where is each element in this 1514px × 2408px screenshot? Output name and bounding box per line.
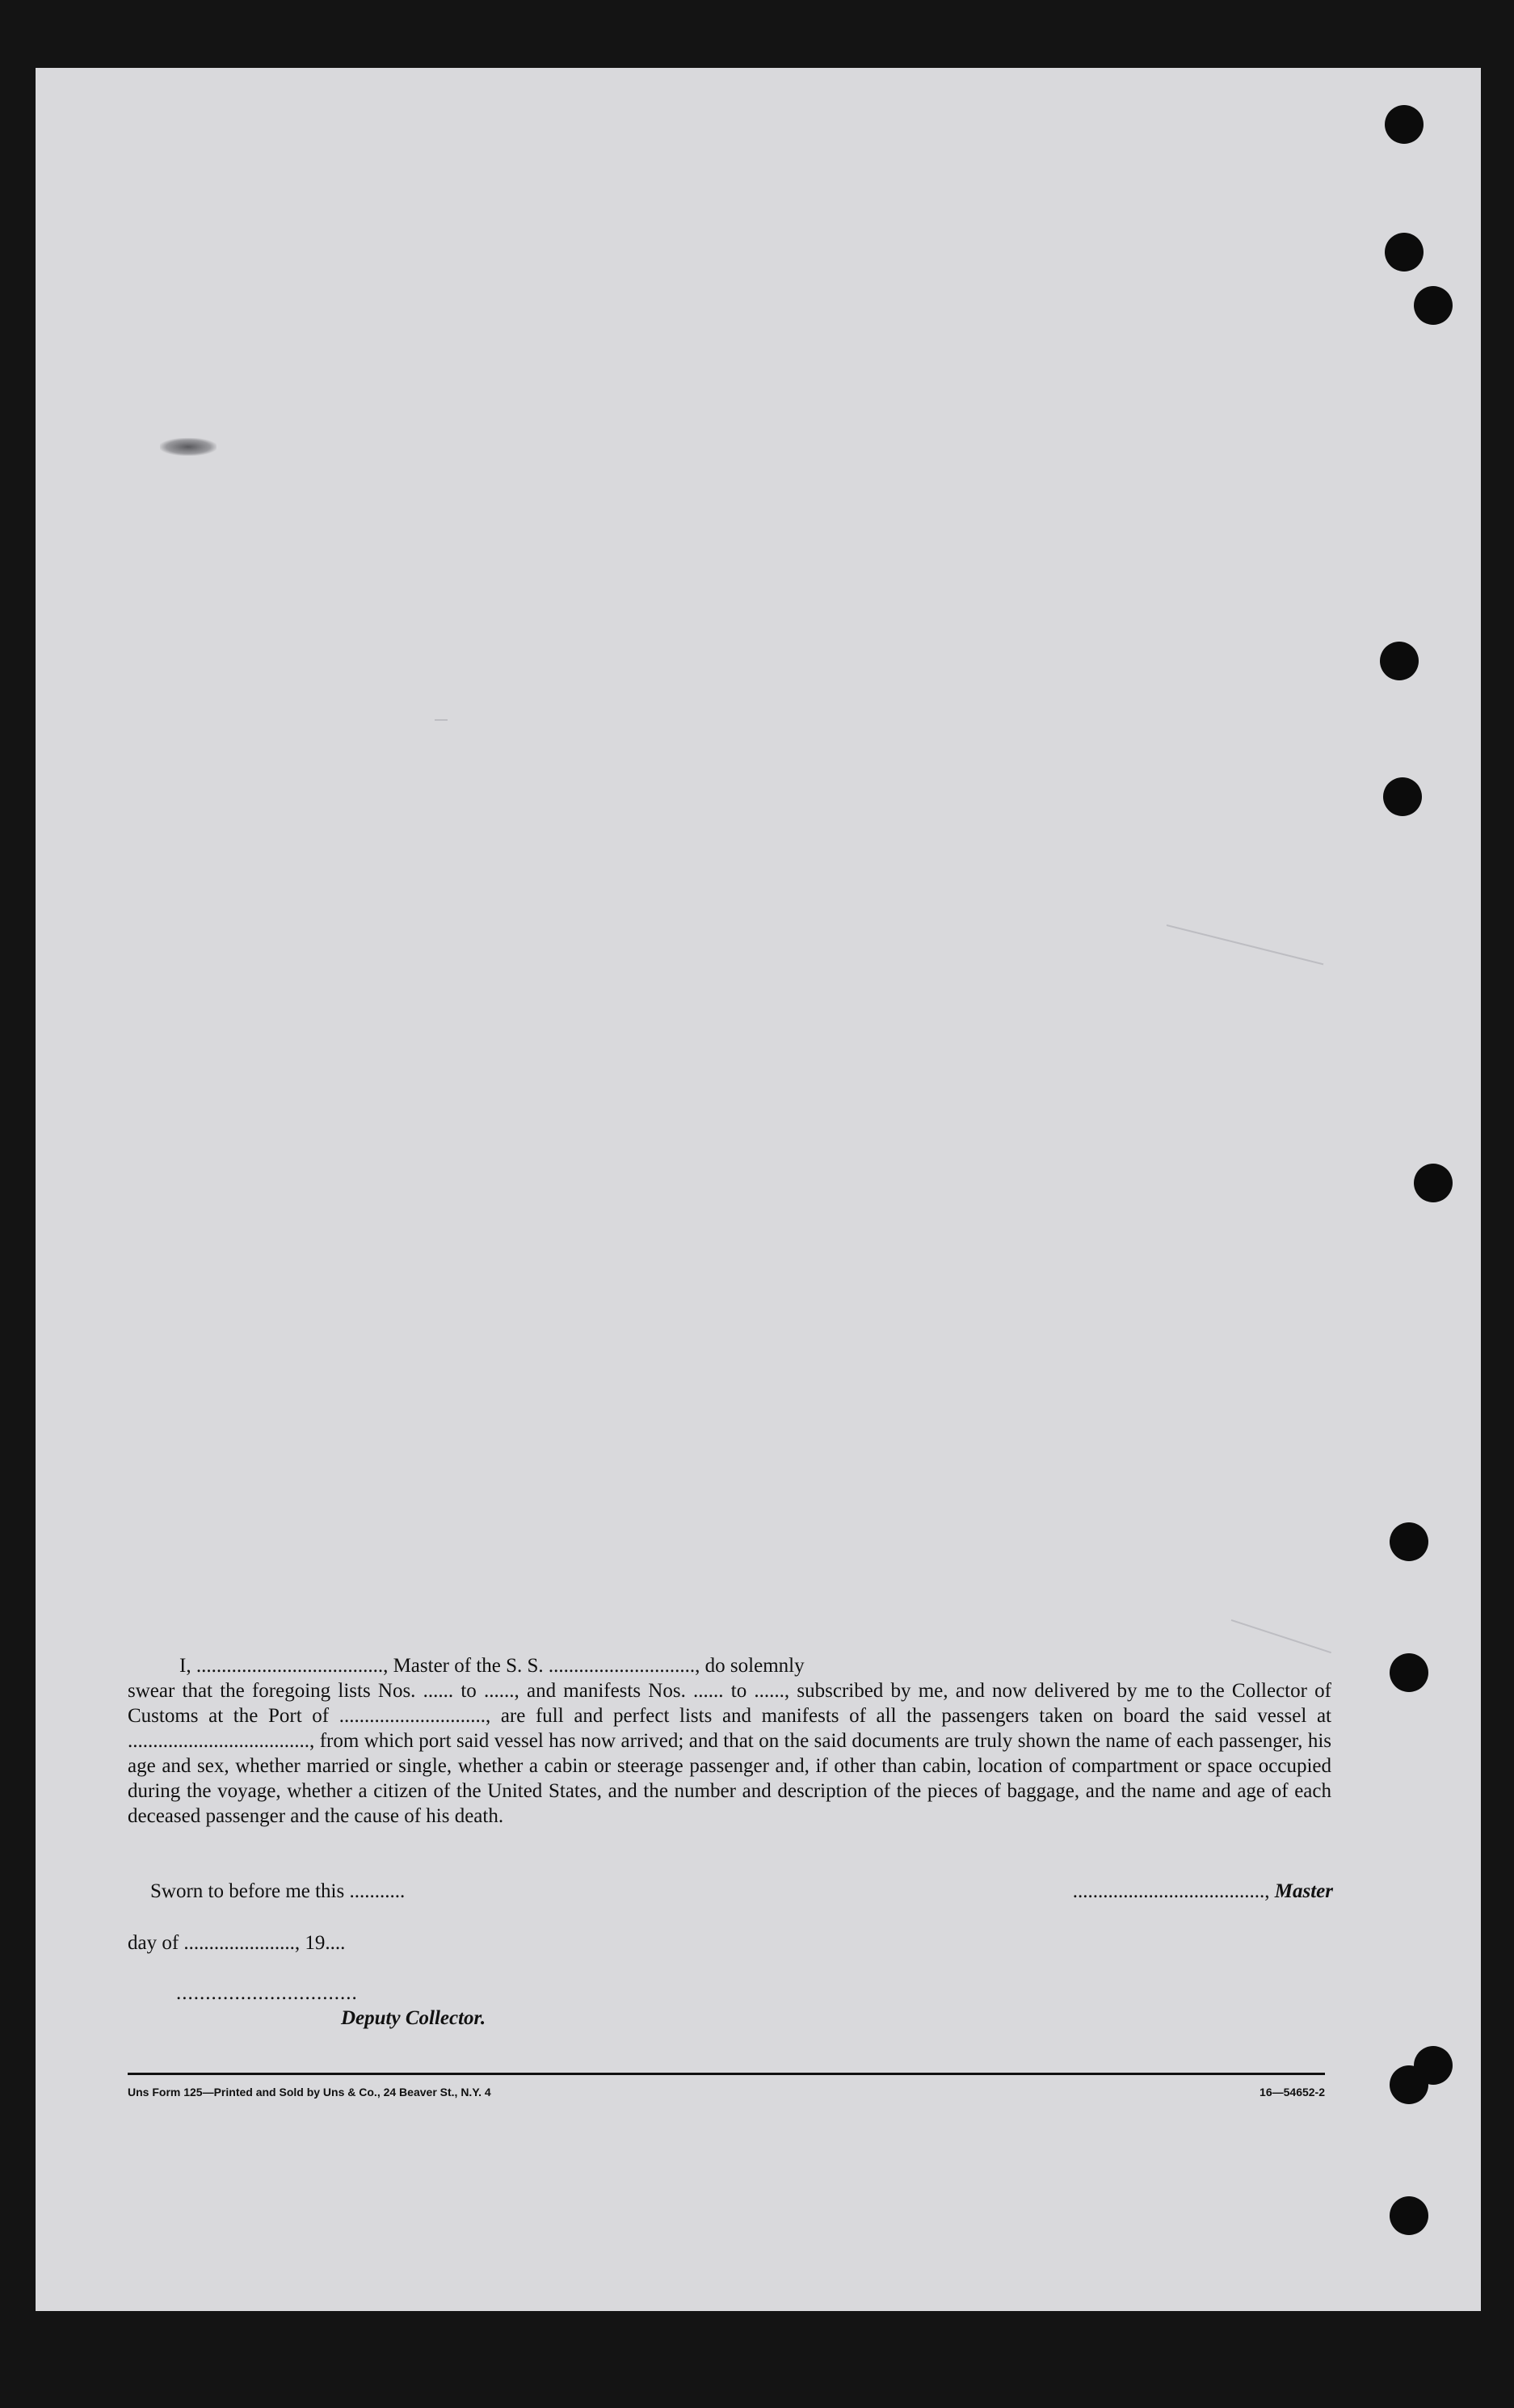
punch-hole — [1390, 1653, 1428, 1692]
sworn-line: Sworn to before me this ........... — [150, 1880, 406, 1902]
master-dots: ......................................, — [1072, 1880, 1275, 1902]
day-line: day of ......................, 19.... — [128, 1932, 346, 1954]
punch-hole — [1385, 233, 1424, 272]
manifest-page — [36, 68, 1481, 2311]
scan-mark — [435, 719, 448, 721]
punch-hole — [1385, 105, 1424, 144]
form-imprint: Uns Form 125—Printed and Sold by Uns & Co., 24 Beaver St., N.Y. 4 — [128, 2086, 491, 2099]
punch-hole — [1414, 1164, 1453, 1202]
master-signature — [1073, 1880, 1333, 1903]
punch-hole — [1390, 1522, 1428, 1561]
scan-mark — [1167, 924, 1324, 965]
punch-hole — [1380, 642, 1419, 680]
deputy-collector-label: Deputy Collector. — [341, 2007, 486, 2029]
form-number: 16—54652-2 — [1260, 2086, 1325, 2099]
oath-paragraph — [128, 1653, 1331, 1829]
punch-hole — [1390, 2065, 1428, 2104]
master-label: Master — [1274, 1880, 1333, 1902]
deputy-dots: ............................... — [176, 1982, 358, 2004]
ink-smudge — [160, 438, 217, 456]
punch-hole — [1383, 777, 1422, 816]
footer-rule — [128, 2073, 1325, 2075]
scan-mark — [1231, 1619, 1331, 1653]
oath-first-line: I, ....................................., Master of the S. S. ............................., do solemnly — [179, 1655, 805, 1677]
punch-hole — [1414, 286, 1453, 325]
oath-body: swear that the foregoing lists Nos. ...... to ......, and manifests Nos. ...... to ......, subscribed by me, and now delivered by me to the Collector of Customs at the Port of ............................., are full and perfect lists and manifests of all the passengers taken on board the said vessel at ...................................., from which port said vessel has now arrived; and that on the said documents are truly shown the name of each passenger, his age and sex, whether married or single, whether a cabin or steerage passenger and, if other than cabin, location of compartment or space occupied during the voyage, whether a citizen of the United States, and the number and description of the pieces of baggage, and the name and age of each deceased passenger and the cause of his death. — [128, 1680, 1331, 1827]
punch-hole — [1390, 2196, 1428, 2235]
